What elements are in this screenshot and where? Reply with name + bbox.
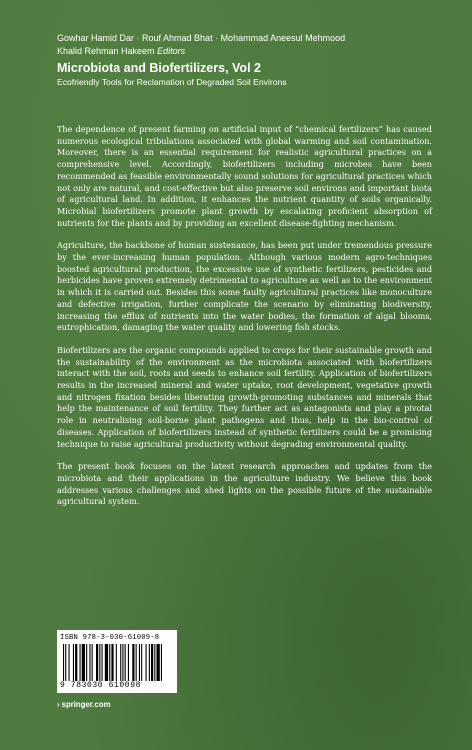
barcode-bar bbox=[136, 644, 137, 681]
barcode-bar bbox=[116, 644, 117, 681]
barcode-bar bbox=[65, 644, 66, 681]
book-title: Microbiota and Biofertilizers, Vol 2 bbox=[57, 61, 261, 75]
isbn-label: ISBN 978-3-030-61009-8 bbox=[60, 634, 160, 642]
arrow-icon: › bbox=[57, 700, 60, 709]
barcode-bar bbox=[82, 644, 85, 681]
barcode-bar bbox=[125, 644, 126, 681]
description-paragraph-2: Agriculture, the backbone of human sustenance, has been put under tremendous pressure by the ever-increasing human population. Although various modern agro-techniques boosted agricultural production, the excessive use of synthetic fertilizers, pesticides and herbicides have proven extremely detrimental to agriculture as well as to the environment in which it is carried out. Besides this some faulty agricultural practices like monoculture and defective irrigation, further complicate the scenario by eliminating biodiversity, increasing the efflux of nutrients into the water bodies, the formation of algal blooms, eutrophication, damaging the water quality and lowering fish stocks. bbox=[57, 240, 432, 333]
barcode-bar bbox=[63, 644, 64, 681]
barcode-bars bbox=[63, 644, 171, 681]
barcode-bar bbox=[92, 644, 93, 681]
description-paragraph-4: The present book focuses on the latest research approaches and updates from the microbiota and their applications in the agriculture industry. We believe this book addresses various challenges and shed lights on the possible future of the sustainable agricultural system. bbox=[57, 461, 432, 507]
barcode-bar bbox=[111, 644, 113, 681]
book-subtitle: Ecofriendly Tools for Reclamation of Degraded Soil Environs bbox=[57, 77, 287, 87]
barcode-bar bbox=[73, 644, 74, 681]
barcode-bar bbox=[80, 644, 81, 681]
barcode-bar bbox=[141, 644, 142, 681]
barcode-bar bbox=[102, 644, 103, 681]
cover-header bbox=[57, 32, 457, 88]
barcode-bar bbox=[109, 644, 110, 681]
isbn-barcode bbox=[57, 630, 177, 693]
barcode-bar bbox=[69, 644, 70, 681]
description-paragraph-1: The dependence of present farming on artificial input of “chemical fertilizers” has caused numerous ecological tribulations associated with global warming and soil contamination. Moreover, there is an essential requirement for realistic agricultural practices on a comprehensive level. Accordingly, biofertilizers including microbes have been recommended as feasible environmentally sound solutions for agricultural practices which not only are natural, and cost-effective but also preserve soil environs and important biota of agricultural land. In addition, it enhances the nutrient quantity of soils organically. Microbial biofertilizers promote plant growth by escalating proficient absorption of nutrients for the plants and by providing an excellent disease-fighting mechanism. bbox=[57, 124, 432, 228]
back-cover-description bbox=[57, 124, 432, 519]
barcode-bar bbox=[151, 644, 153, 681]
barcode-bar bbox=[99, 644, 100, 681]
barcode-bar bbox=[149, 644, 150, 681]
springer-site-label: springer.com bbox=[61, 700, 111, 709]
barcode-bar bbox=[86, 644, 87, 681]
barcode-bar bbox=[161, 644, 162, 681]
editors-line bbox=[57, 45, 457, 58]
barcode-bar bbox=[89, 644, 90, 681]
editors-label: Editors bbox=[157, 46, 186, 56]
barcode-bar bbox=[146, 644, 147, 681]
barcode-bar bbox=[105, 644, 108, 681]
springer-link[interactable] bbox=[57, 700, 111, 709]
barcode-digits: 9 783030 610098 bbox=[60, 681, 142, 690]
barcode-bar bbox=[128, 644, 129, 681]
description-paragraph-3: Biofertilizers are the organic compounds applied to crops for their sustainable growth and the sustainability of the environment as the microbiota associated with biofertilizers interact with the soil, roots and seeds to enhance soil fertility. Application of biofertilizers results in the increased mineral and water uptake, root development, vegetative growth and nitrogen fixation besides liberating growth-promoting substances and minerals that help the maintenance of soil fertility. They further act as antagonists and play a pivotal role in neutralising soil-borne plant pathogens and thus, help in the bio-control of diseases. Application of biofertilizers instead of synthetic fertilizers could be a promising technique to raise agricultural productivity without degrading environmental quality. bbox=[57, 344, 432, 449]
barcode-bar bbox=[75, 644, 77, 681]
authors-line: Gowhar Hamid Dar · Rouf Ahmad Bhat · Mohammad Aneesul Mehmood bbox=[57, 33, 346, 43]
barcode-bar bbox=[139, 644, 140, 681]
editor-name: Khalid Rehman Hakeem bbox=[57, 46, 155, 56]
barcode-bar bbox=[132, 644, 134, 681]
barcode-bar bbox=[122, 644, 123, 681]
barcode-bar bbox=[120, 644, 121, 681]
barcode-bar bbox=[157, 644, 160, 681]
barcode-bar bbox=[96, 644, 98, 681]
barcode-bar bbox=[154, 644, 155, 681]
